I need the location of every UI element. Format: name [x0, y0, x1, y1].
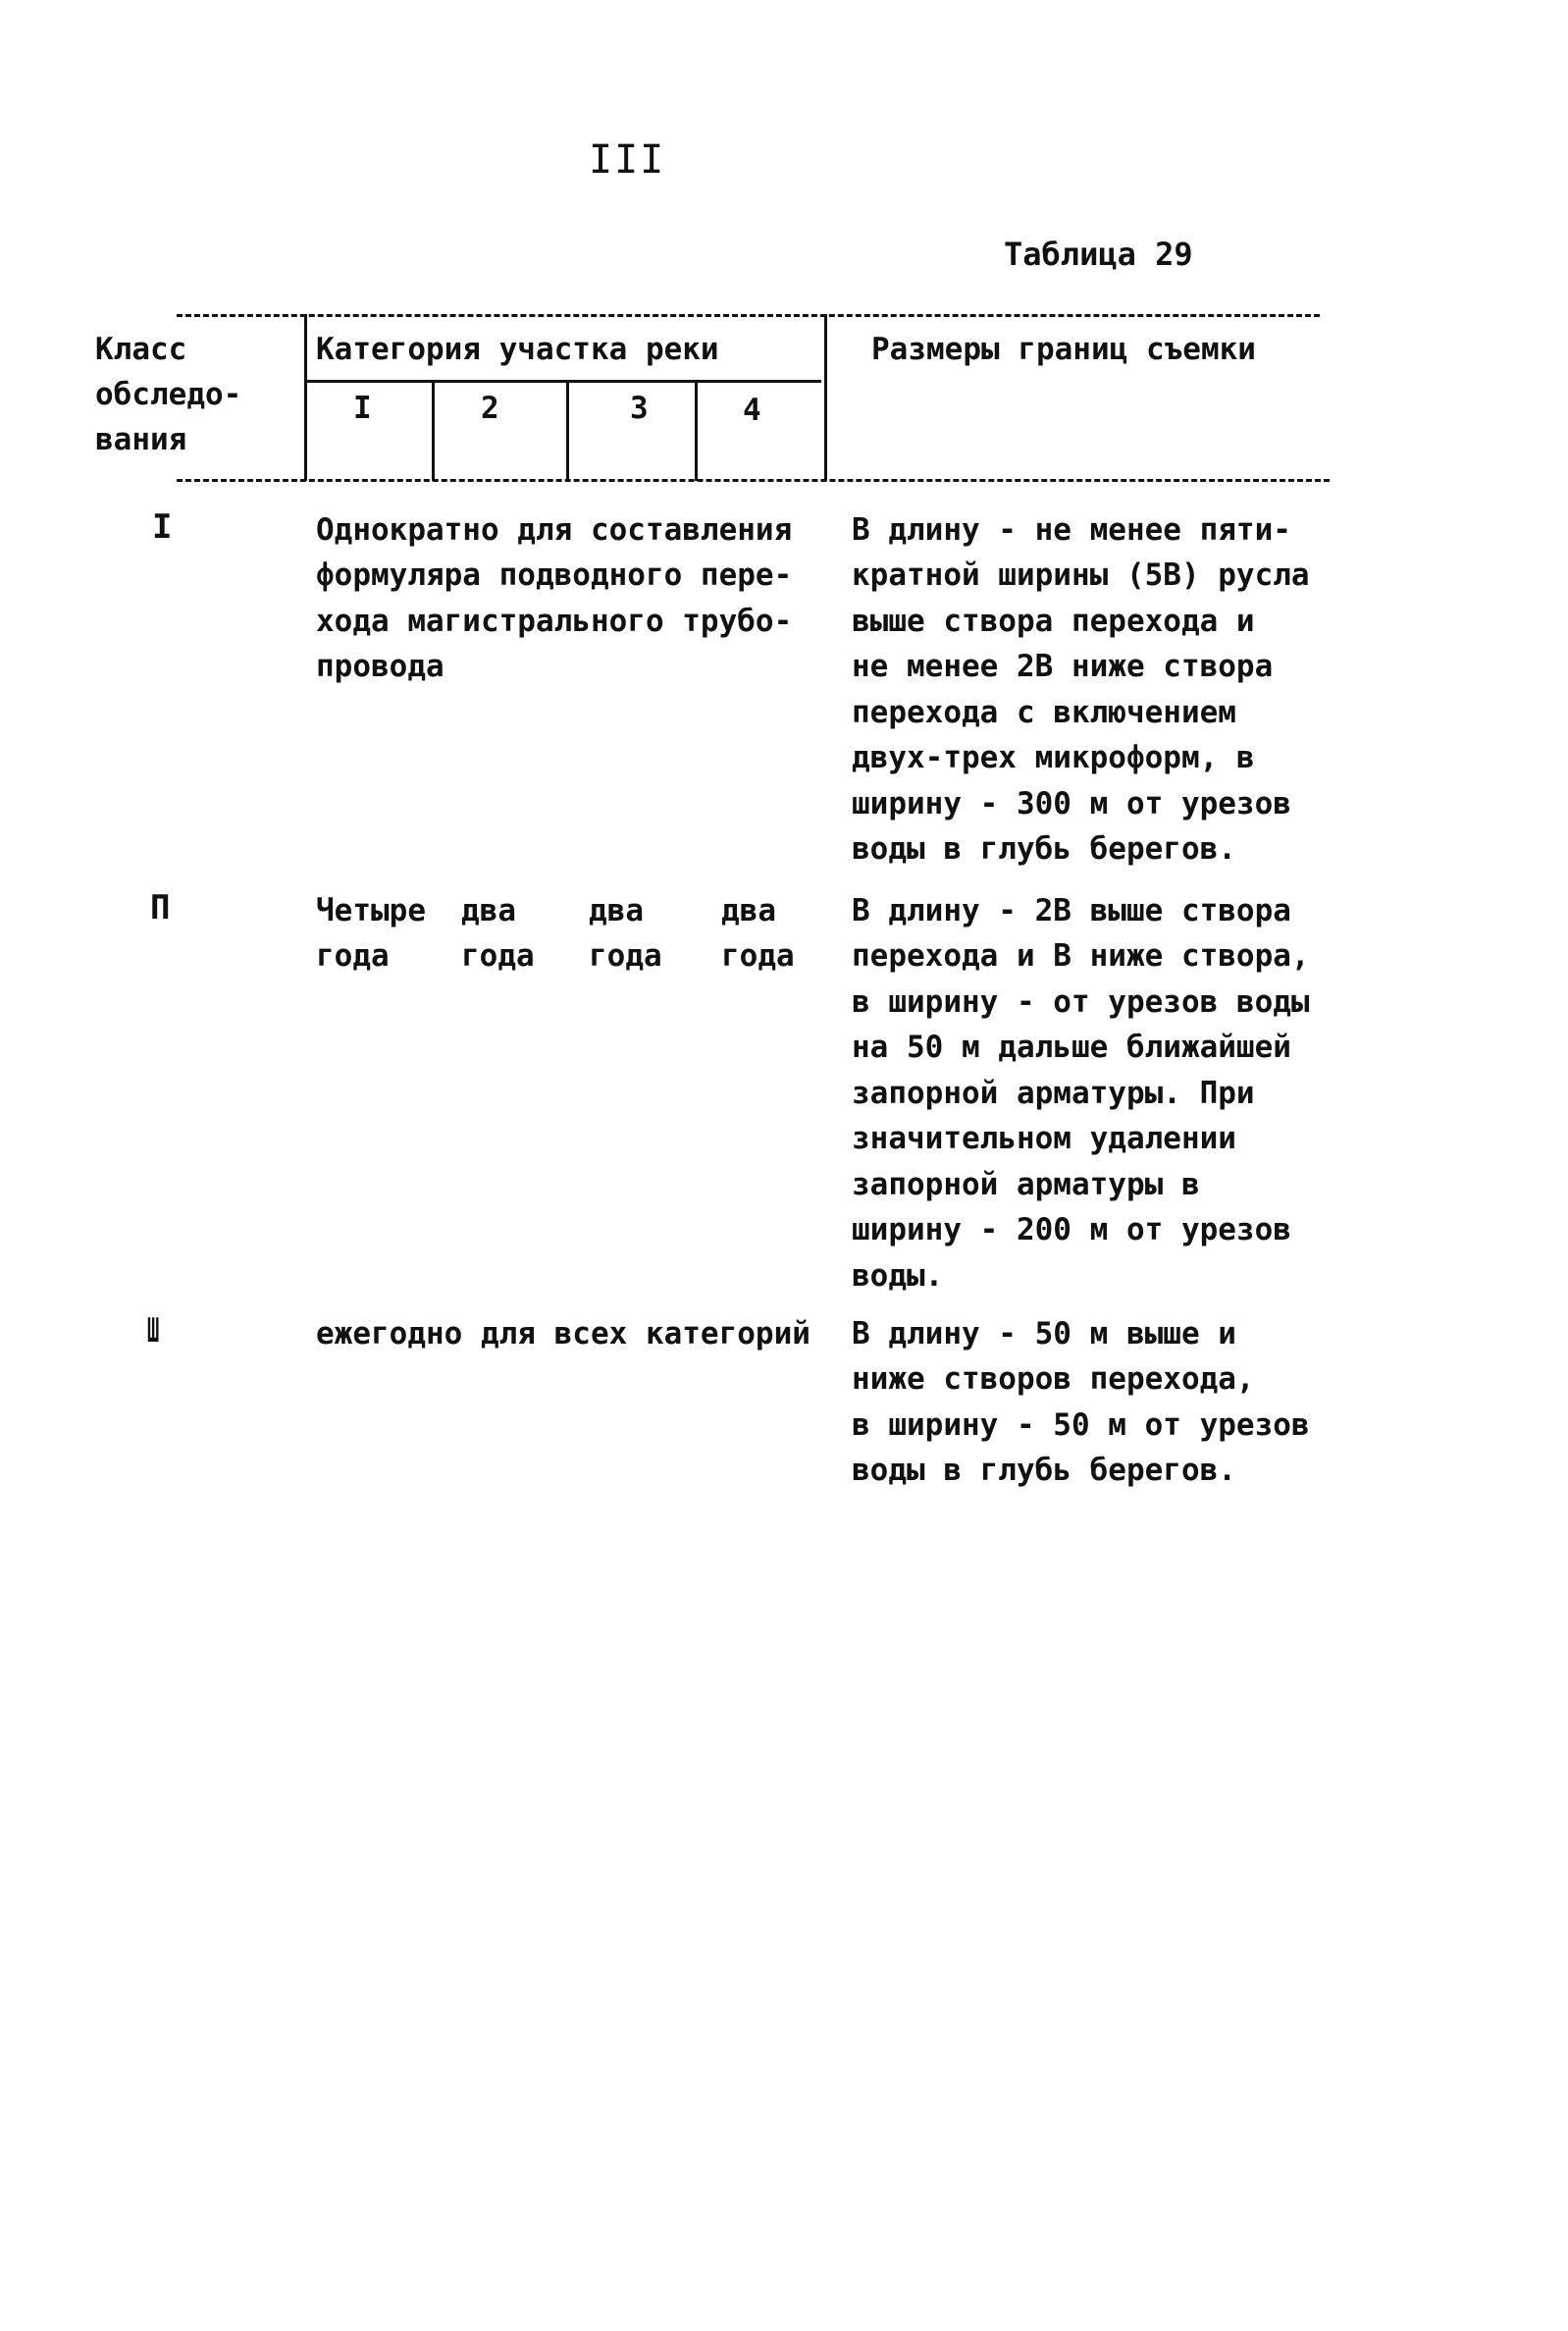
- row-1-frequency-line: формуляра подводного пере-: [316, 557, 793, 593]
- row-1-bounds-line: ширину - 300 м от урезов: [852, 786, 1291, 821]
- table-header-bottom-rule: [177, 479, 1330, 482]
- header-class-line-1: Класс: [95, 332, 187, 367]
- divider-category-bounds: [824, 314, 827, 481]
- header-subcategory-2: 2: [481, 391, 499, 426]
- row-1-bounds-line: выше створа перехода и: [852, 604, 1255, 639]
- row-1-bounds-line: кратной ширины (5В) русла: [852, 557, 1310, 593]
- row-1-bounds-line: не менее 2В ниже створа: [852, 649, 1274, 684]
- page-number: III: [589, 137, 666, 183]
- row-2-class: П: [150, 888, 171, 927]
- row-3-frequency-line: ежегодно для всех категорий: [316, 1316, 810, 1351]
- row-1-frequency-line: Однократно для составления: [316, 512, 793, 548]
- header-subcategory-3: 3: [630, 391, 649, 426]
- row-2-frequency-cat-1: Четыре: [316, 893, 426, 928]
- divider-sub-1-2: [432, 381, 435, 481]
- row-1-bounds-line: перехода с включением: [852, 695, 1236, 730]
- header-subcategory-1: I: [353, 391, 372, 426]
- row-2-frequency-cat-3: года: [589, 938, 662, 974]
- row-2-bounds-line: запорной арматуры. При: [852, 1076, 1255, 1111]
- row-3-bounds-line: В длину - 50 м выше и: [852, 1316, 1236, 1351]
- header-subcategory-4: 4: [743, 393, 761, 428]
- divider-sub-3-4: [695, 381, 698, 481]
- row-2-frequency-cat-2: года: [461, 938, 535, 974]
- row-2-frequency-cat-3: два: [589, 893, 644, 928]
- row-1-bounds-line: воды в глубь берегов.: [852, 831, 1236, 867]
- table-label: Таблица 29: [1004, 236, 1193, 273]
- row-3-class: Ш: [147, 1311, 160, 1351]
- row-2-bounds-line: ширину - 200 м от урезов: [852, 1212, 1291, 1247]
- category-subrule: [306, 380, 821, 383]
- row-2-bounds-line: В длину - 2В выше створа: [852, 893, 1291, 928]
- row-2-bounds-line: значительном удалении: [852, 1121, 1236, 1156]
- header-class-line-2: обследо-: [95, 377, 242, 412]
- row-2-bounds-line: запорной арматуры в: [852, 1167, 1200, 1202]
- row-2-frequency-cat-1: года: [316, 938, 390, 974]
- row-1-bounds-line: двух-трех микроформ, в: [852, 740, 1255, 775]
- header-class-line-3: вания: [95, 422, 187, 457]
- row-2-bounds-line: воды.: [852, 1258, 944, 1294]
- row-2-frequency-cat-4: года: [721, 938, 795, 974]
- divider-sub-2-3: [566, 381, 569, 481]
- table-top-rule: [177, 314, 1320, 317]
- header-bounds: Размеры границ съемки: [871, 332, 1256, 367]
- row-1-class: I: [152, 507, 173, 547]
- row-1-frequency-line: провода: [316, 649, 444, 684]
- row-2-bounds-line: перехода и В ниже створа,: [852, 938, 1310, 974]
- row-3-bounds-line: ниже створов перехода,: [852, 1361, 1255, 1397]
- divider-class-category: [304, 314, 307, 481]
- row-1-frequency-line: хода магистрального трубо-: [316, 604, 793, 639]
- row-2-frequency-cat-4: два: [721, 893, 776, 928]
- row-2-frequency-cat-2: два: [461, 893, 516, 928]
- header-category: Категория участка реки: [316, 332, 719, 367]
- row-3-bounds-line: воды в глубь берегов.: [852, 1453, 1236, 1488]
- row-3-bounds-line: в ширину - 50 м от урезов: [852, 1407, 1310, 1443]
- row-2-bounds-line: в ширину - от урезов воды: [852, 984, 1310, 1020]
- row-1-bounds-line: В длину - не менее пяти-: [852, 512, 1291, 548]
- row-2-bounds-line: на 50 м дальше ближайшей: [852, 1030, 1291, 1065]
